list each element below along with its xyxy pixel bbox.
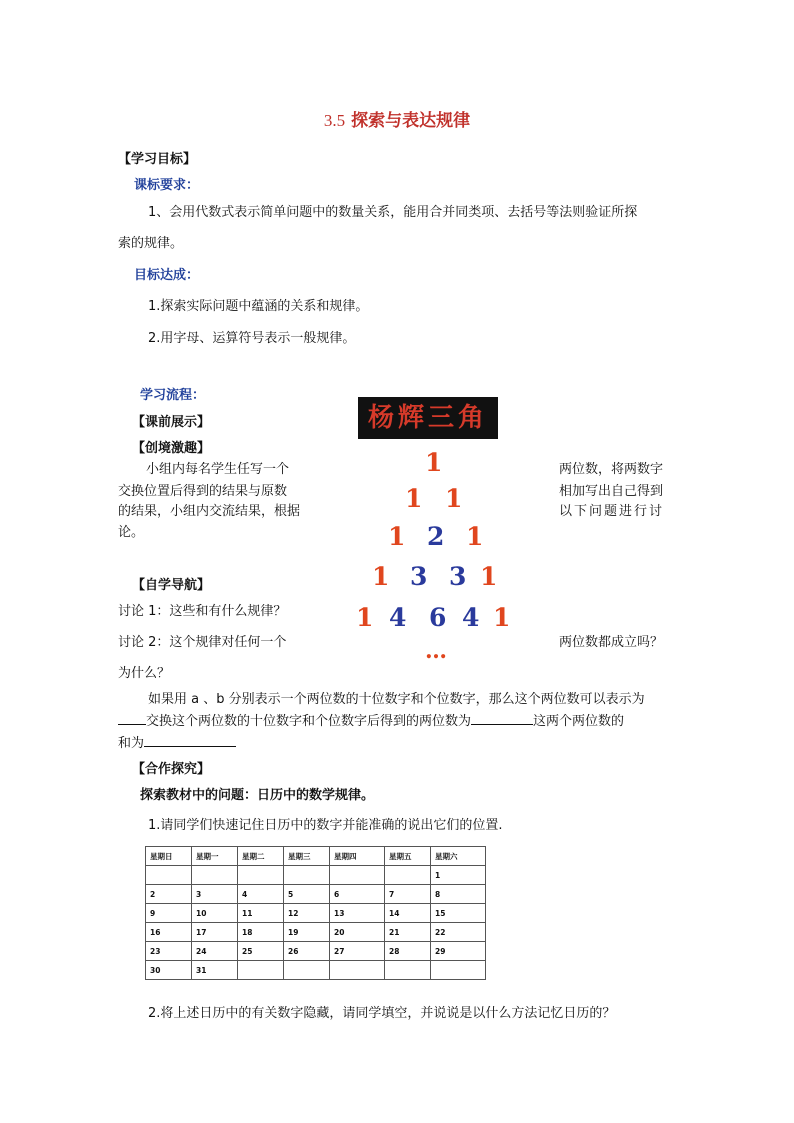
calendar-cell: 18 [238, 923, 284, 942]
calendar-cell: 10 [192, 904, 238, 923]
triangle-number: 3 [449, 562, 467, 591]
calendar-cell: 4 [238, 885, 284, 904]
explore-title: 探索教材中的问题：日历中的数学规律。 [140, 788, 375, 803]
calendar-cell [238, 866, 284, 885]
discussion-1: 讨论 1：这些和有什么规律？ [118, 604, 287, 619]
calendar-cell: 28 [385, 942, 431, 961]
calendar-cell [284, 866, 330, 885]
calendar-cell [146, 866, 192, 885]
triangle-ellipsis: … [425, 638, 447, 664]
question-2: 2.将上述日历中的有关数字隐藏，请同学填空，并说说是以什么方法记忆日历的？ [148, 1006, 616, 1021]
calendar-cell: 24 [192, 942, 238, 961]
title-number: 3.5 [323, 111, 346, 130]
calendar-header-row [146, 847, 486, 866]
triangle-number: 1 [356, 603, 374, 632]
triangle-number: 6 [429, 603, 447, 632]
calendar-cell: 23 [146, 942, 192, 961]
triangle-number: 4 [389, 603, 407, 632]
paragraph-c [118, 732, 236, 751]
triangle-number: 1 [405, 484, 423, 513]
triangle-number: 2 [427, 522, 445, 551]
calendar-row [146, 923, 486, 942]
scene-right-line3: 以下问题进行讨 [559, 504, 665, 519]
calendar-cell: 15 [431, 904, 486, 923]
calendar-cell [431, 961, 486, 980]
calendar-cell: 31 [192, 961, 238, 980]
scene-right-line1: 两位数，将两数字 [559, 462, 664, 477]
triangle-title-box [358, 397, 498, 439]
calendar-cell: 3 [192, 885, 238, 904]
calendar-table [145, 846, 486, 980]
flow-label: 学习流程： [140, 388, 206, 403]
achieve-item-2: 2.用字母、运算符号表示一般规律。 [148, 331, 356, 346]
calendar-cell: 17 [192, 923, 238, 942]
answer-blank[interactable] [144, 734, 236, 747]
calendar-header: 星期一 [192, 847, 238, 866]
question-1: 1.请同学们快速记住日历中的数字并能准确的说出它们的位置. [148, 818, 503, 833]
answer-blank[interactable] [118, 712, 146, 725]
triangle-number: 1 [480, 562, 498, 591]
paragraph-c-text: 和为 [118, 736, 145, 751]
calendar-header: 星期五 [385, 847, 431, 866]
calendar-cell [385, 961, 431, 980]
paragraph-b-text2: 这两个两位数的 [533, 714, 625, 729]
why-text: 为什么？ [118, 666, 171, 681]
calendar-cell [330, 961, 385, 980]
calendar-row [146, 961, 486, 980]
calendar-header: 星期六 [431, 847, 486, 866]
scene-left-line1: 小组内每名学生任写一个 [146, 462, 290, 477]
calendar-cell: 5 [284, 885, 330, 904]
calendar-cell [238, 961, 284, 980]
calendar-row [146, 904, 486, 923]
calendar-header: 星期三 [284, 847, 330, 866]
paragraph-b [118, 710, 624, 729]
achieve-item-1: 1.探索实际问题中蕴涵的关系和规律。 [148, 299, 369, 314]
preview-header: 【课前展示】 [132, 415, 211, 430]
calendar-row [146, 885, 486, 904]
calendar-cell: 7 [385, 885, 431, 904]
curriculum-line2: 索的规律。 [118, 236, 184, 251]
paragraph-a: 如果用 a 、b 分别表示一个两位数的十位数字和个位数字，那么这个两位数可以表示为 [148, 692, 645, 707]
triangle-number: 1 [372, 562, 390, 591]
calendar-cell: 30 [146, 961, 192, 980]
calendar-cell: 11 [238, 904, 284, 923]
scene-right-line2: 相加写出自己得到 [559, 484, 664, 499]
paragraph-b-text1: 交换这个两位数的十位数字和个位数字后得到的两位数为 [146, 714, 472, 729]
triangle-number: 1 [425, 448, 443, 477]
calendar-cell: 19 [284, 923, 330, 942]
page-title [0, 106, 794, 131]
self-study-header: 【自学导航】 [132, 578, 211, 593]
calendar-cell: 29 [431, 942, 486, 961]
answer-blank[interactable] [471, 712, 533, 725]
calendar-cell: 22 [431, 923, 486, 942]
calendar-cell: 25 [238, 942, 284, 961]
calendar-row [146, 866, 486, 885]
calendar-cell: 21 [385, 923, 431, 942]
discussion-2-left: 讨论 2：这个规律对任何一个 [118, 635, 287, 650]
calendar-cell: 13 [330, 904, 385, 923]
calendar-cell: 16 [146, 923, 192, 942]
goals-header: 【学习目标】 [118, 152, 197, 167]
calendar-cell [192, 866, 238, 885]
calendar-cell [330, 866, 385, 885]
title-text: 探索与表达规律 [351, 111, 471, 131]
calendar-cell: 26 [284, 942, 330, 961]
calendar-cell: 1 [431, 866, 486, 885]
scene-header: 【创境激趣】 [132, 441, 211, 456]
calendar-row [146, 942, 486, 961]
scene-left-line2: 交换位置后得到的结果与原数 [118, 484, 288, 499]
scene-left-line4: 论。 [118, 525, 145, 540]
coop-header: 【合作探究】 [132, 762, 211, 777]
triangle-number: 1 [388, 522, 406, 551]
curriculum-label: 课标要求： [134, 178, 200, 193]
calendar-cell: 9 [146, 904, 192, 923]
triangle-number: 1 [493, 603, 511, 632]
achieve-label: 目标达成： [134, 268, 200, 283]
curriculum-line1: 1、会用代数式表示简单问题中的数量关系，能用合并同类项、去括号等法则验证所探 [148, 205, 638, 220]
calendar-cell: 8 [431, 885, 486, 904]
calendar-header: 星期日 [146, 847, 192, 866]
triangle-number: 1 [445, 484, 463, 513]
scene-left-line3: 的结果，小组内交流结果，根据 [118, 504, 301, 519]
calendar-cell [284, 961, 330, 980]
triangle-number: 1 [466, 522, 484, 551]
calendar-cell [385, 866, 431, 885]
calendar-cell: 12 [284, 904, 330, 923]
calendar-cell: 20 [330, 923, 385, 942]
calendar-cell: 2 [146, 885, 192, 904]
calendar-cell: 27 [330, 942, 385, 961]
triangle-number: 4 [462, 603, 480, 632]
calendar-cell: 14 [385, 904, 431, 923]
triangle-title: 杨辉三角 [367, 403, 488, 433]
calendar-cell: 6 [330, 885, 385, 904]
triangle-number: 3 [410, 562, 428, 591]
calendar-header: 星期四 [330, 847, 385, 866]
calendar-header: 星期二 [238, 847, 284, 866]
discussion-2-right: 两位数都成立吗？ [559, 635, 664, 650]
